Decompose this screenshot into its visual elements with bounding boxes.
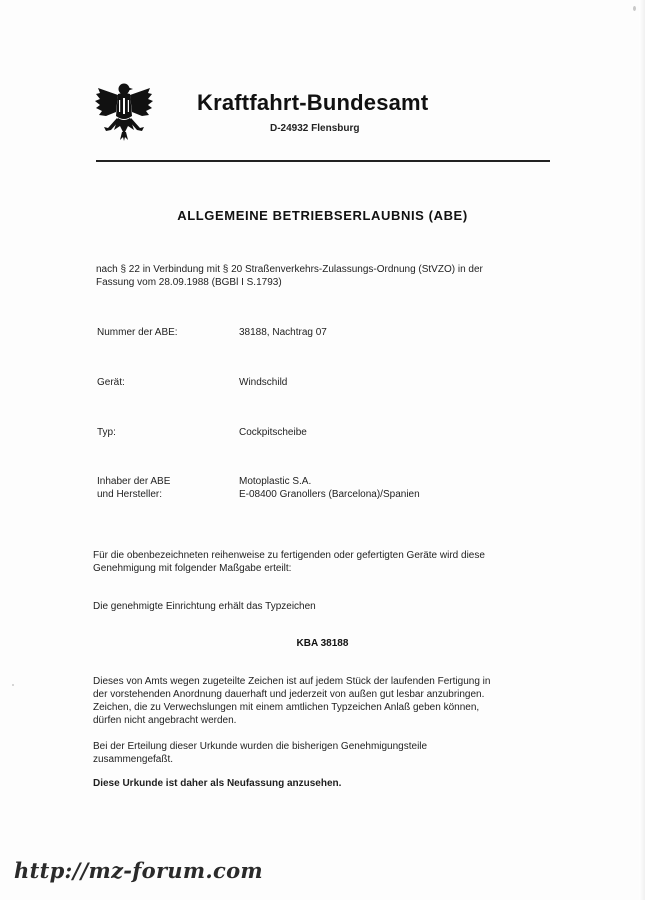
type-mark-intro: Die genehmigte Einrichtung erhält das Typzeichen <box>93 601 316 612</box>
scan-edge <box>639 0 645 900</box>
marking-text-line-1: Dieses von Amts wegen zugeteilte Zeichen ist auf jedem Stück der laufenden Fertigung in <box>93 676 491 687</box>
type-mark: KBA 38188 <box>296 638 349 649</box>
device-value: Windschild <box>239 377 288 388</box>
abe-number-value: 38188, Nachtrag 07 <box>239 327 327 338</box>
holder-value-line-1: Motoplastic S.A. <box>239 476 312 487</box>
type-value: Cockpitscheibe <box>239 427 307 438</box>
marking-text-line-2: der vorstehenden Anordnung dauerhaft und jederzeit von außen gut lesbar anzubringen. <box>93 689 485 700</box>
header-divider <box>96 160 550 162</box>
approval-text-line-2: Genehmigung mit folgender Maßgabe erteilt: <box>93 563 292 574</box>
holder-value-line-2: E-08400 Granollers (Barcelona)/Spanien <box>239 489 420 500</box>
consolidation-text-line-2: zusammengefaßt. <box>93 754 174 765</box>
legal-basis-line-1: nach § 22 in Verbindung mit § 20 Straßenverkehrs-Zulassungs-Ordnung (StVZO) in der <box>96 264 483 275</box>
agency-name: Kraftfahrt-Bundesamt <box>197 90 429 115</box>
watermark-url: http://mz-forum.com <box>14 858 263 883</box>
scan-speck <box>633 6 636 11</box>
marking-text-line-3: Zeichen, die zu Verwechslungen mit einem amtlichen Typzeichen Anlaß geben können, <box>93 702 480 713</box>
legal-basis-line-2: Fassung vom 28.09.1988 (BGBl I S.1793) <box>96 277 282 288</box>
consolidation-text-line-1: Bei der Erteilung dieser Urkunde wurden die bisherigen Genehmigungsteile <box>93 741 428 752</box>
new-version-text: Diese Urkunde ist daher als Neufassung anzusehen. <box>93 778 342 789</box>
abe-number-label: Nummer der ABE: <box>97 327 178 338</box>
federal-eagle-icon <box>94 80 154 142</box>
document-title: ALLGEMEINE BETRIEBSERLAUBNIS (ABE) <box>177 208 468 223</box>
holder-label-line-1: Inhaber der ABE <box>97 476 171 487</box>
marking-text-line-4: dürfen nicht angebracht werden. <box>93 715 237 726</box>
agency-address: D-24932 Flensburg <box>270 123 360 134</box>
scan-speck <box>12 684 14 686</box>
device-label: Gerät: <box>97 377 125 388</box>
approval-text-line-1: Für die obenbezeichneten reihenweise zu fertigenden oder gefertigten Geräte wird diese <box>93 550 485 561</box>
type-label: Typ: <box>97 427 116 438</box>
holder-label-line-2: und Hersteller: <box>97 489 163 500</box>
